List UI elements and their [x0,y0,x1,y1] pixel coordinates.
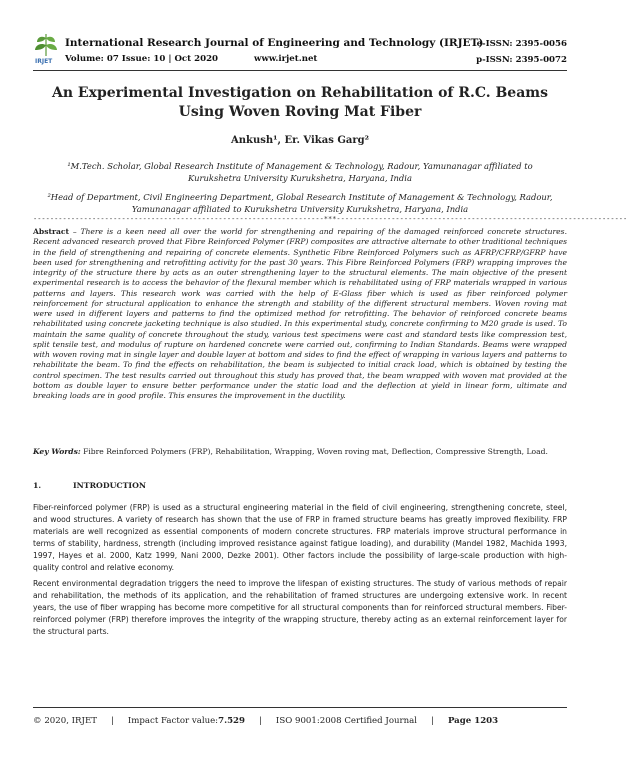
abstract-label: Abstract [33,227,70,236]
eissn: e-ISSN: 2395-0056 [476,39,567,49]
keywords-label: Key Words: [33,447,81,456]
paragraph-1: Fiber-reinforced polymer (FRP) is used as a structural engineering material in the field of civil engineering, strengthening concrete, steel, and wood structures. A variety of research has shown that the use of FRP in framed structure beams has greatly improved flexibility. FRP materials are well recognized as essential components of modern concrete structures. FRP materials improve structural performance in terms of stability, hardness, strength (including improved resistance against fatigue loading), and durability (Mandel 1982, Machida 1993, 1997, Hayes et al. 2000, Katz 1999, Nani 2000, Dezke 2001). Other factors include the possibility of large-scale production with high-quality control and relative economy. [33,503,567,573]
affiliation-1: ¹M.Tech. Scholar, Global Research Institute of Management & Technology, Radour, Yamunanagar affiliated to Kurukshetra University Kurukshetra, Haryana, India [67,161,533,183]
impact-value: 7.529 [218,716,246,726]
irjet-logo [33,32,59,66]
volume-line [65,54,317,64]
logo-text: IRJET [35,58,53,65]
footer-iso: ISO 9001:2008 Certified Journal [275,716,418,726]
paper-authors: Ankush¹, Er. Vikas Garg² [231,135,369,146]
page-footer: © 2020, IRJET | Impact Factor value:7.529 | ISO 9001:2008 Certified Journal | Page 1203 [33,716,499,726]
pissn: p-ISSN: 2395-0072 [476,55,567,65]
footer-impact [128,716,245,726]
section-title: INTRODUCTION [73,481,146,490]
journal-name: International Research Journal of Engineering and Technology (IRJET) [65,37,484,49]
impact-label: Impact Factor value: [127,716,219,726]
journal-header [33,30,567,70]
footer-copyright: © 2020, IRJET [33,716,97,726]
paragraph-2: Recent environmental degradation triggers the need to improve the lifespan of existing structures. The study of various methods of repair and rehabilitation, the methods of its application, and the rehabilitation of framed structures are undergoing extensive work. In recent years, the use of fiber wrapping has become more competitive for all structural components than for reinforced structural members. Fiber-reinforced polymer (FRP) therefore improves the integrity of the wrapping structure, thereby acting as an external reinforcement layer for the structural parts. [33,579,567,637]
affiliation-2: ²Head of Department, Civil Engineering Department, Global Research Institute of Management & Technology, Radour, Yamunanagar affiliated to Kurukshetra University Kurukshetra, Haryana, India [47,192,553,214]
abstract [33,227,567,401]
abstract-text: – There is a keen need all over the world for strengthening and repairing of the damaged reinforced concrete structures. Recent advanced research proved that Fibre Reinforced Polymer (FRP) composites are attractive alternate to other traditional techniques in the field of strengthening and repairing of concrete elements. Synthetic Fibre Reinforced Polymers such as AFRP/CFRP/GFRP have been used for strengthening and retrofitting activity for the past 30 years. This Fibre Reinforced Polymers (FRP) wrapping improves the integrity of the structure there by acts as an outer strengthening layer to the structural elements. The main objective of the present experimental research is to access the behavior of the flexural member which is rehabilitated using of FRP materials wrapped in various patterns and layers. This research work was carried with the help of E-Glass fiber which is used as fiber reinforced polymer reinforcement for structural application to enhance the strength and stability of the different structural members. Woven roving mat were used in different layers and patterns to find the optimized method for retrofitting. The behavior of reinforced concrete beams rehabilitated using concrete jacketing technique is also studied. In this experimental study, concrete confirming to M20 grade is used. To maintain the same quality of concrete throughout the study, various test specimens were cast and standard tests like compression test, split tensile test, and modulus of rupture on hardened concrete were carried out, confirming to Indian Standards. Beams were wrapped with woven roving mat in single layer and double layer at bottom and sides to find the effect of wrapping in various layers and patterns to rehabilitate the beam. To find the effects on rehabilitation, the beam is subjected to initial crack load, which is obtained by testing the control specimen. The test results carried out throughout this study has proved that, the beam wrapped with woven mat provided at the bottom as double layer to ensure better performance under the static load and the deflection at yield in linear form, ultimate and breaking loads are in good profile. This ensures the improvement in the ductility. [33,227,567,400]
header-rule [33,70,567,71]
volume-issue: Volume: 07 Issue: 10 | Oct 2020 [65,54,219,64]
separator-line: ---------------------------------------------------------------------***--------------------------------------------------------------------- [33,215,627,223]
website-link[interactable]: www.irjet.net [254,54,318,64]
keywords-text: Fibre Reinforced Polymers (FRP), Rehabilitation, Wrapping, Woven roving mat, Deflection, Compressive Strength, Load. [80,447,548,456]
leaf-logo-icon [33,32,59,58]
section-number: 1. [33,481,42,490]
footer-rule [33,707,567,708]
section-heading [33,481,146,490]
paper-title: An Experimental Investigation on Rehabilitation of R.C. Beams Using Woven Roving Mat Fiber [52,85,548,120]
keywords [33,447,567,458]
footer-page: Page 1203 [447,716,499,726]
